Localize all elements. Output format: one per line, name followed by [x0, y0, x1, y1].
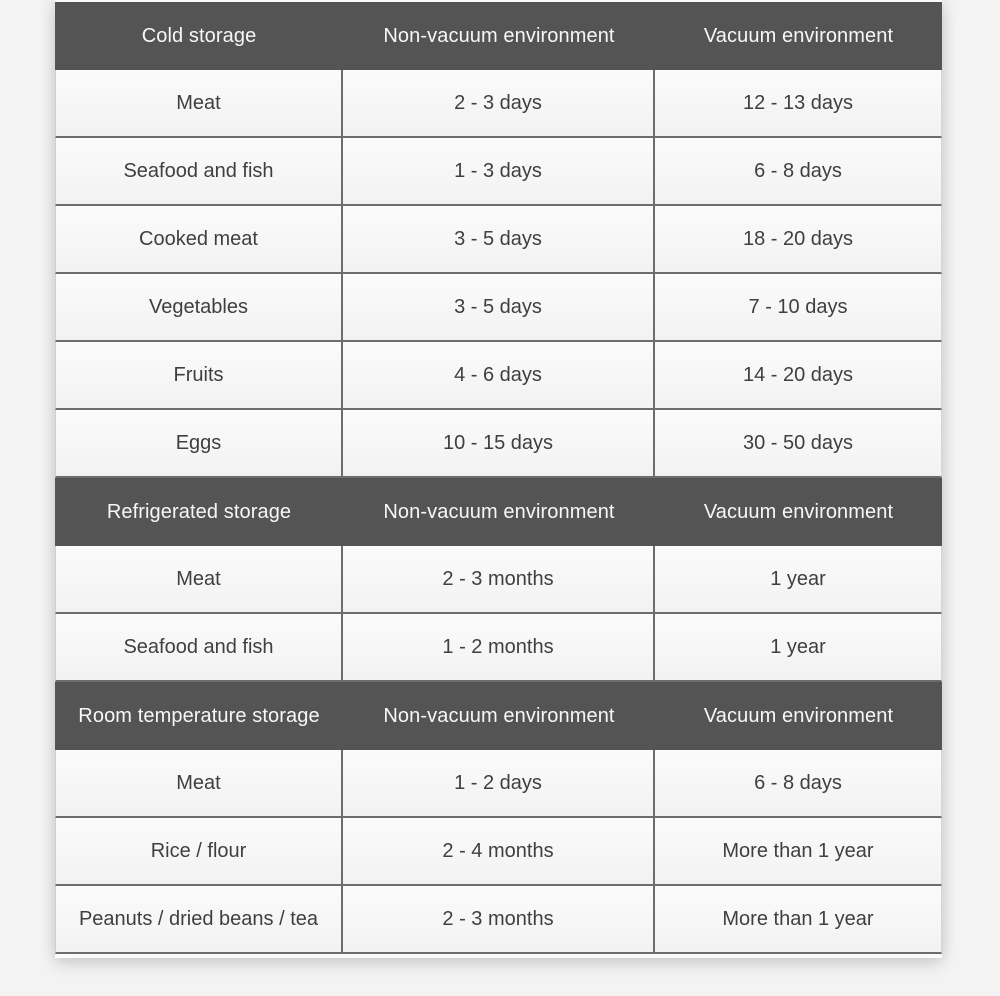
- table-row: [55, 70, 942, 138]
- vacuum-cell: 12 - 13 days: [655, 70, 942, 138]
- table-row: [55, 886, 942, 954]
- header-cell-storage-type: Room temperature storage: [55, 682, 343, 750]
- food-cell: Eggs: [55, 410, 343, 478]
- food-cell: Meat: [55, 546, 343, 614]
- table-row: [55, 614, 942, 682]
- table-row: [55, 206, 942, 274]
- table-row: [55, 138, 942, 206]
- storage-table-sheet: [55, 0, 942, 958]
- vacuum-cell: 18 - 20 days: [655, 206, 942, 274]
- table-row: [55, 274, 942, 342]
- header-cell-vacuum: Vacuum environment: [655, 478, 942, 546]
- header-cell-non-vacuum: Non-vacuum environment: [343, 2, 655, 70]
- food-cell: Seafood and fish: [55, 138, 343, 206]
- header-cell-vacuum: Vacuum environment: [655, 682, 942, 750]
- non-vacuum-cell: 2 - 3 days: [343, 70, 655, 138]
- vacuum-cell: 7 - 10 days: [655, 274, 942, 342]
- table-row: [55, 750, 942, 818]
- header-cell-storage-type: Refrigerated storage: [55, 478, 343, 546]
- food-cell: Rice / flour: [55, 818, 343, 886]
- food-cell: Meat: [55, 70, 343, 138]
- vacuum-cell: 14 - 20 days: [655, 342, 942, 410]
- non-vacuum-cell: 3 - 5 days: [343, 274, 655, 342]
- vacuum-cell: 1 year: [655, 546, 942, 614]
- header-cell-non-vacuum: Non-vacuum environment: [343, 682, 655, 750]
- food-cell: Vegetables: [55, 274, 343, 342]
- food-cell: Cooked meat: [55, 206, 343, 274]
- table-row: [55, 546, 942, 614]
- vacuum-cell: 1 year: [655, 614, 942, 682]
- section-header-refrigerated-storage: [55, 478, 942, 546]
- section-header-cold-storage: [55, 2, 942, 70]
- non-vacuum-cell: 3 - 5 days: [343, 206, 655, 274]
- header-cell-storage-type: Cold storage: [55, 2, 343, 70]
- vacuum-cell: More than 1 year: [655, 886, 942, 954]
- vacuum-cell: More than 1 year: [655, 818, 942, 886]
- table-row: [55, 410, 942, 478]
- section-header-room-temperature-storage: [55, 682, 942, 750]
- food-cell: Meat: [55, 750, 343, 818]
- non-vacuum-cell: 1 - 2 days: [343, 750, 655, 818]
- non-vacuum-cell: 2 - 3 months: [343, 886, 655, 954]
- non-vacuum-cell: 2 - 4 months: [343, 818, 655, 886]
- header-cell-non-vacuum: Non-vacuum environment: [343, 478, 655, 546]
- food-cell: Peanuts / dried beans / tea: [55, 886, 343, 954]
- non-vacuum-cell: 1 - 2 months: [343, 614, 655, 682]
- non-vacuum-cell: 10 - 15 days: [343, 410, 655, 478]
- non-vacuum-cell: 2 - 3 months: [343, 546, 655, 614]
- food-cell: Seafood and fish: [55, 614, 343, 682]
- vacuum-cell: 6 - 8 days: [655, 138, 942, 206]
- table-row: [55, 342, 942, 410]
- vacuum-cell: 30 - 50 days: [655, 410, 942, 478]
- header-cell-vacuum: Vacuum environment: [655, 2, 942, 70]
- non-vacuum-cell: 1 - 3 days: [343, 138, 655, 206]
- storage-duration-table: [55, 2, 942, 954]
- table-row: [55, 818, 942, 886]
- food-cell: Fruits: [55, 342, 343, 410]
- non-vacuum-cell: 4 - 6 days: [343, 342, 655, 410]
- vacuum-cell: 6 - 8 days: [655, 750, 942, 818]
